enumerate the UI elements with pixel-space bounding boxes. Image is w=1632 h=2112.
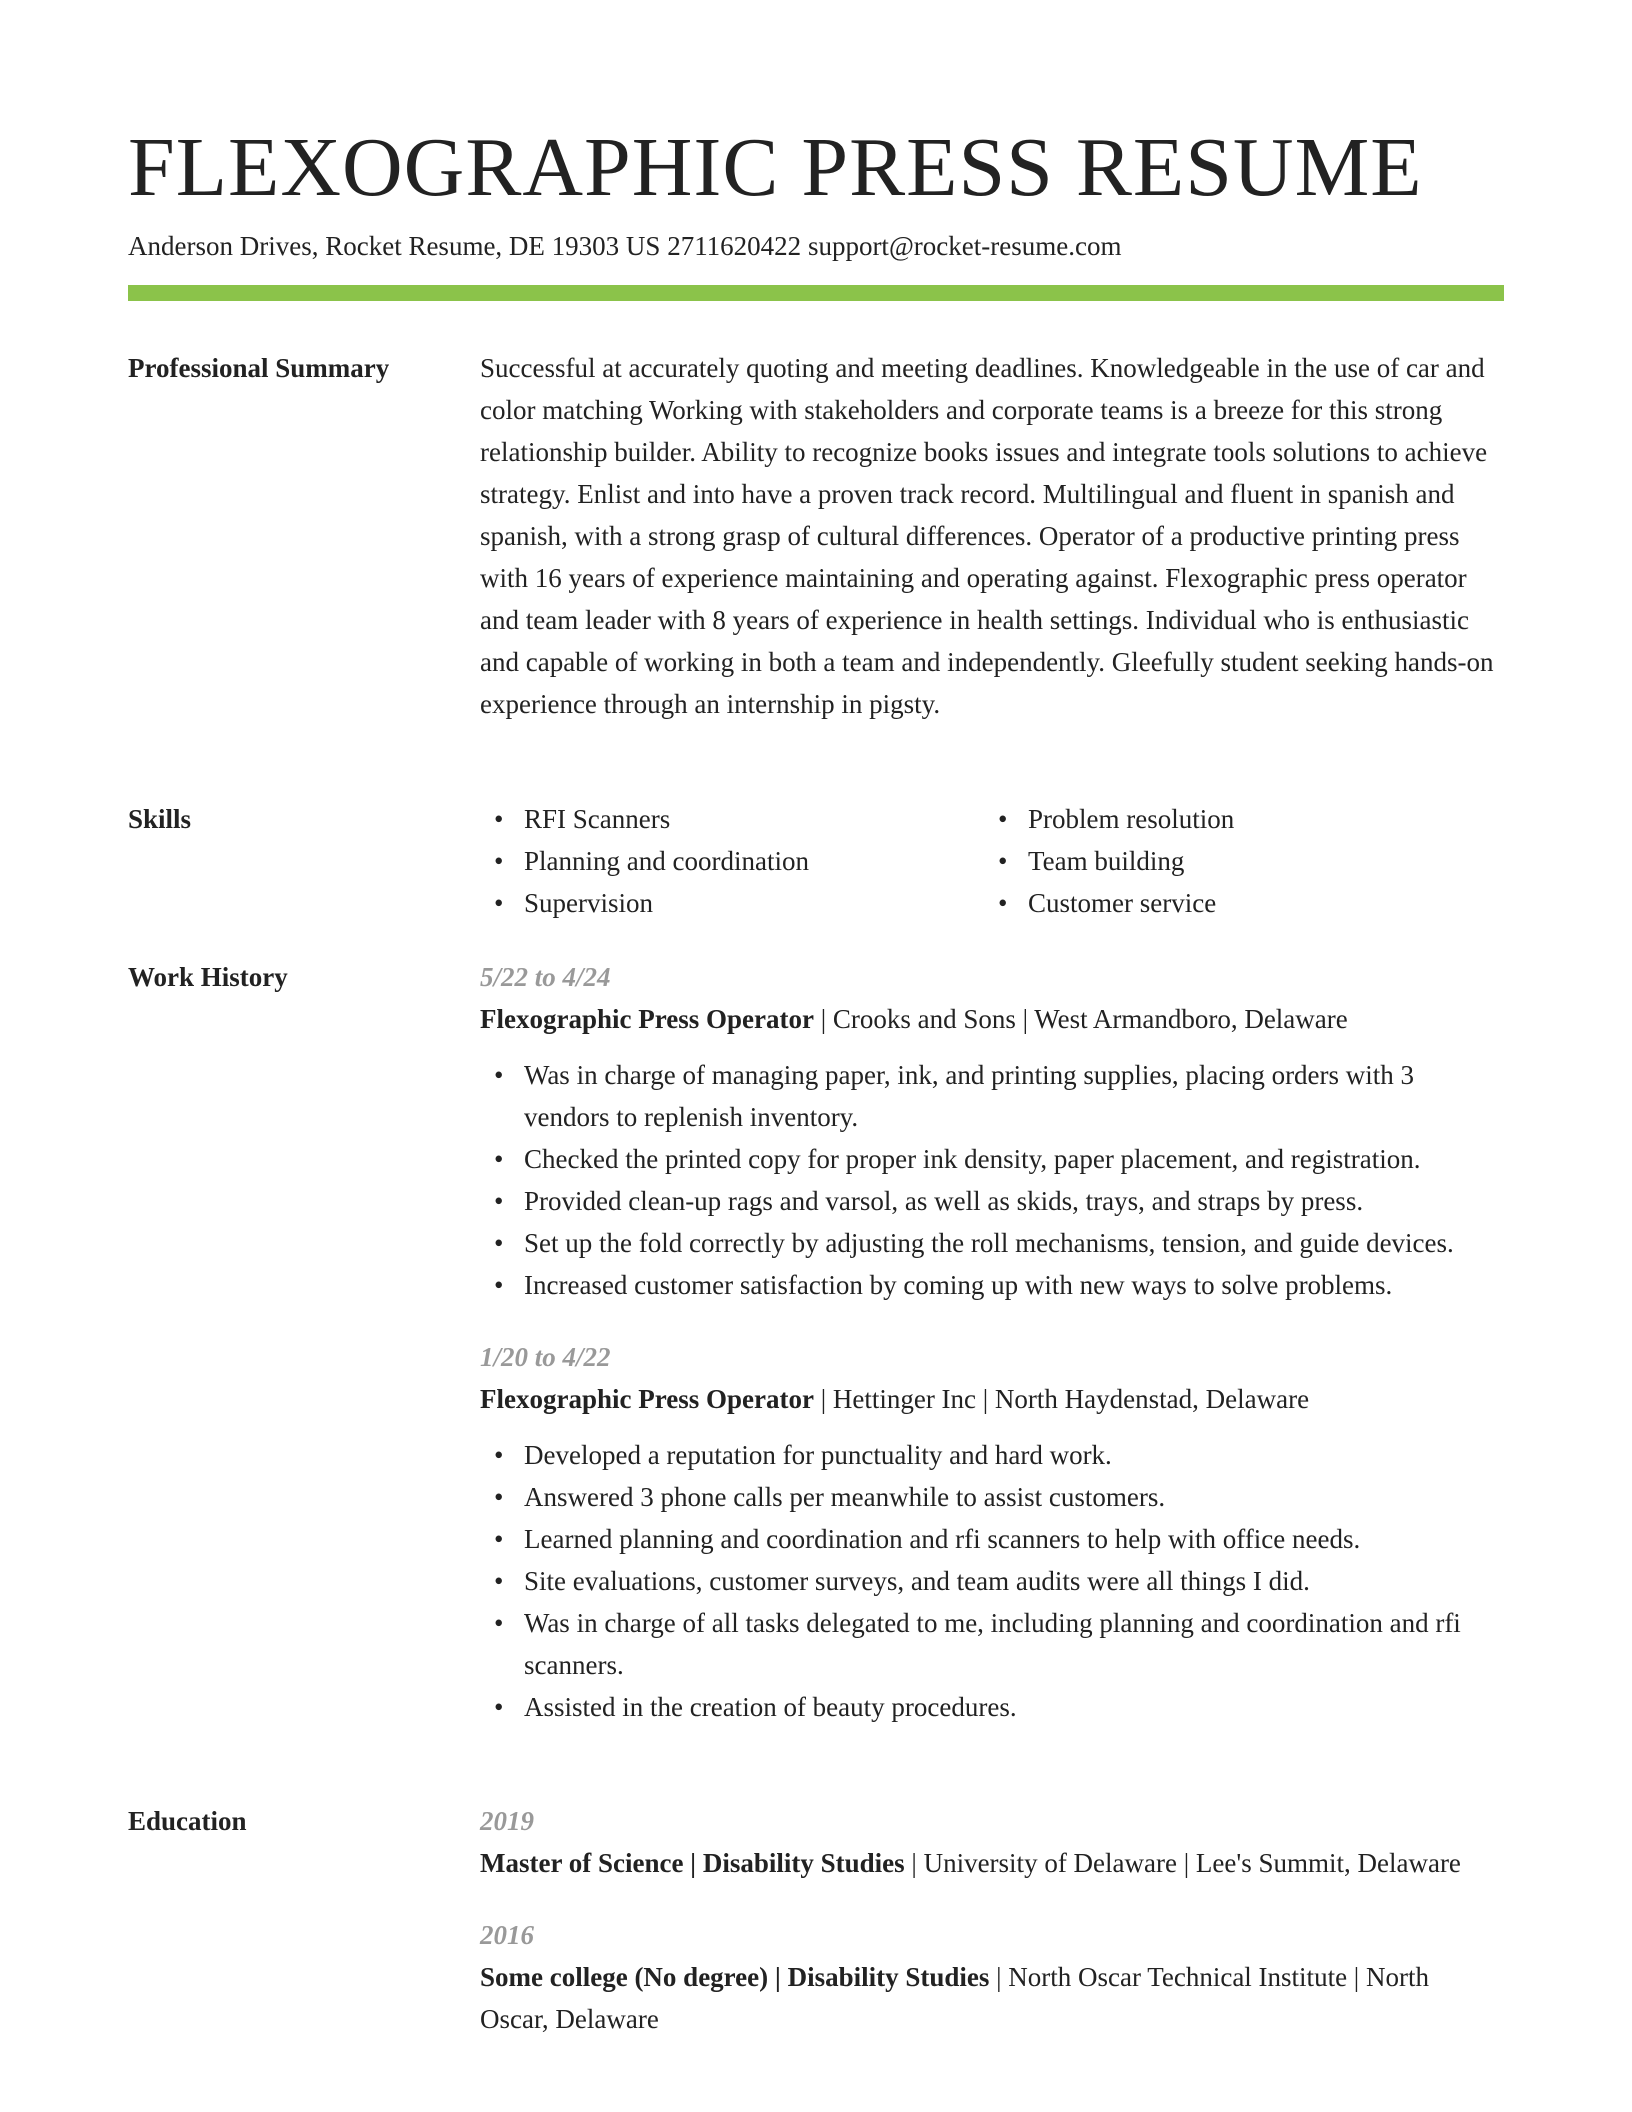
- education-year: 2019: [480, 1806, 534, 1836]
- job-bullet: • Provided clean-up rags and varsol, as well as skids, trays, and straps by press.: [480, 1180, 1504, 1222]
- contact-line: [128, 228, 1504, 264]
- education-details: [480, 1956, 1504, 2040]
- job-bullets: [480, 1054, 1504, 1306]
- skill-item: • Problem resolution: [984, 798, 1488, 840]
- job-company: | Hettinger Inc | North Haydenstad, Delaware: [813, 1384, 1310, 1414]
- job-dates: 5/22 to 4/24: [480, 962, 611, 992]
- job-bullet: • Was in charge of all tasks delegated to me, including planning and coordination and rfi scanners.: [480, 1602, 1504, 1686]
- skills-heading: Skills: [128, 804, 192, 834]
- skill-item: • Team building: [984, 840, 1488, 882]
- resume-header: [128, 118, 1504, 264]
- job-bullet: • Checked the printed copy for proper ink density, paper placement, and registration.: [480, 1138, 1504, 1180]
- job-bullet: • Assisted in the creation of beauty procedures.: [480, 1686, 1504, 1728]
- job-role: Flexographic Press Operator: [480, 1384, 814, 1414]
- job-bullet: • Answered 3 phone calls per meanwhile to assist customers.: [480, 1476, 1504, 1518]
- education-school: | North Oscar Technical Institute | North Oscar, Delaware: [480, 1962, 1429, 2034]
- education-school: | University of Delaware | Lee's Summit, Delaware: [904, 1848, 1461, 1878]
- education-details: [480, 1842, 1504, 1884]
- contact-phone: 2711620422: [667, 231, 802, 261]
- contact-address: Anderson Drives, Rocket Resume, DE 19303 US: [128, 231, 661, 261]
- skill-item: • RFI Scanners: [480, 798, 984, 840]
- job-role: Flexographic Press Operator: [480, 1004, 814, 1034]
- job-company: | Crooks and Sons | West Armandboro, Delaware: [813, 1004, 1348, 1034]
- contact-email: support@rocket-resume.com: [807, 231, 1122, 261]
- skill-item: • Supervision: [480, 882, 984, 924]
- header-divider: [128, 285, 1504, 301]
- job-bullets: [480, 1434, 1504, 1728]
- job-dates: 1/20 to 4/22: [480, 1342, 611, 1372]
- skill-item: • Customer service: [984, 882, 1488, 924]
- education-heading: Education: [128, 1806, 247, 1836]
- education-entry: [480, 1914, 1504, 2040]
- job-bullet: • Was in charge of managing paper, ink, and printing supplies, placing orders with 3 vendors to replenish inventory.: [480, 1054, 1504, 1138]
- job-header: [480, 998, 1504, 1040]
- job-bullet: • Increased customer satisfaction by coming up with new ways to solve problems.: [480, 1264, 1504, 1306]
- job-bullet: • Learned planning and coordination and rfi scanners to help with office needs.: [480, 1518, 1504, 1560]
- job-entry: [480, 956, 1504, 1306]
- education-entry: [480, 1800, 1504, 1884]
- summary-text: Successful at accurately quoting and meeting deadlines. Knowledgeable in the use of car and color matching Working with stakeholders and corporate teams is a breeze for this strong relationship builder. Ability to recognize books issues and integrate tools solutions to achieve strategy. Enlist and into have a proven track record. Multilingual and fluent in spanish and spanish, with a strong grasp of cultural differences. Operator of a productive printing press with 16 years of experience maintaining and operating against. Flexographic press operator and team leader with 8 years of experience in health settings. Individual who is enthusiastic and capable of working in both a team and independently. Gleefully student seeking hands-on experience through an internship in pigsty.: [480, 353, 1494, 719]
- job-header: [480, 1378, 1504, 1420]
- job-bullet: • Developed a reputation for punctuality and hard work.: [480, 1434, 1504, 1476]
- resume-title: FLEXOGRAPHIC PRESS RESUME: [128, 121, 1423, 214]
- work-heading: Work History: [128, 962, 288, 992]
- job-entry: [480, 1336, 1504, 1728]
- education-year: 2016: [480, 1920, 534, 1950]
- job-bullet: • Set up the fold correctly by adjusting the roll mechanisms, tension, and guide devices.: [480, 1222, 1504, 1264]
- job-bullet: • Site evaluations, customer surveys, and team audits were all things I did.: [480, 1560, 1504, 1602]
- summary-heading: Professional Summary: [128, 353, 390, 383]
- skill-item: • Planning and coordination: [480, 840, 984, 882]
- education-degree: Some college (No degree) | Disability Studies: [480, 1962, 990, 1992]
- education-degree: Master of Science | Disability Studies: [480, 1848, 905, 1878]
- skills-list: [480, 798, 1504, 924]
